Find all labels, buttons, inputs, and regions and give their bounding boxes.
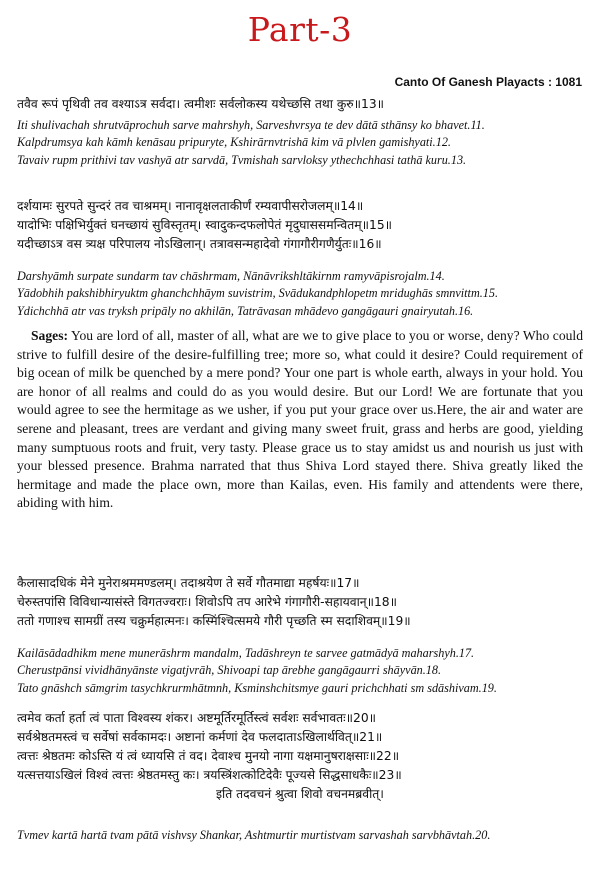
transliteration-line: Tvmev kartā hartā tvam pātā vishvsy Shankar, Ashtmurtir murtistvam sarvashah sarvbhāvtah.20. (17, 828, 491, 842)
translation-text: You are lord of all, master of all, what are we to give place to you or worse, deny? Who could strive to fulfill desire of the desire-fulfilling tree; more so, what could it desire? Could requirement of big ocean of milk be quenched by a mere pond? Your one part is whole earth, always in your hold. You are honor of all realms and could do as you would desire. But our Lord! We are fortunate that you would agree to see the hermitage as we usher, if you put your grace over us.Here, the air and water are serene and pleasant, trees are verdant and giving many sweet fruit, grass and herbs are good, yielding many sumptuous roots and fruit, very tasty. Please grace us to stay amidst us and nourish us just with your blessed presence. Brahma narrated that thus Shiva Lord stayed there. Shiva greatly liked the hermitage and made the place own, more than Kailas, even. His family and attendents were there, abiding with him. (17, 328, 583, 511)
sanskrit-verse-block (17, 709, 583, 804)
transliteration-block (17, 117, 583, 169)
sanskrit-verse-line-centered: इति तदवचनं श्रुत्वा शिवो वचनमब्रवीत्। (216, 787, 384, 801)
sanskrit-verse-block (17, 95, 583, 114)
speaker-label: Sages: (31, 328, 69, 343)
sanskrit-verse-line: कैलासादधिकं मेने मुनेराश्रममण्डलम्। तदाश्रयेण ते सर्वे गौतमाद्या महर्षयः॥17॥ (17, 576, 360, 590)
sanskrit-verse-line: त्वत्तः श्रेष्ठतमः कोऽस्ति यं त्वं ध्यायसि तं वद। देवाश्च मुनयो नागा यक्षमानुषराक्षसाः॥22॥ (17, 749, 400, 763)
sanskrit-verse-block (17, 574, 583, 631)
sanskrit-verse-line: ततो गणाश्च सामग्रीं तस्य चक्रुर्महात्मनः। कस्मिंश्चित्समये गौरी पृच्छति स्म सदाशिवम्॥19॥ (17, 614, 411, 628)
transliteration-line: Cherustpānsi vividhānyānste vigatjvrāh, Shivoapi tap ārebhe gangāgaurri shāyvān.18. (17, 663, 442, 678)
transliteration-line: Tato gnāshch sāmgrim tasychkrurmhātmnh, Ksminshchitsmye gauri prichchhati sm sdāshivam.19. (17, 680, 497, 695)
sanskrit-verse-line: तवैव रूपं पृथिवी तव वश्याऽत्र सर्वदा। त्वमीशः सर्वलोकस्य यथेच्छसि तथा कुरु॥13॥ (17, 97, 385, 111)
sanskrit-verse-line: यदीच्छाऽत्र वस त्र्यक्ष परिपालय नोऽखिलान्। तत्रावसन्महादेवो गंगागौरीगणैर्युतः॥16॥ (17, 237, 382, 251)
sanskrit-verse-block (17, 197, 583, 254)
transliteration-block (17, 645, 583, 697)
transliteration-block (17, 268, 583, 320)
sanskrit-verse-line: यत्सत्तयाऽखिलं विश्वं त्वत्तः श्रेष्ठतमस्तु कः। त्रयस्त्रिंशत्कोटिदेवैः पूज्यसे सिद्धसाधकैः॥23॥ (17, 768, 402, 782)
part-title: Part-3 (247, 10, 353, 49)
transliteration-line: Ydichchhā atr vas tryksh pripāly no akhilān, Tatrāvasan mhādevo gangāgauri gnairyutah.16. (17, 303, 474, 318)
transliteration-line: Kailāsādadhikm mene munerāshrm mandalm, Tadāshreyn te sarvee gatmādyā maharshyh.17. (17, 646, 475, 660)
english-translation (17, 327, 583, 513)
transliteration-line: Iti shulivachah shrutvāprochuh sarve mahrshyh, Sarveshvrsya te dev dātā sthānsy ko bhavet.11. (17, 118, 485, 132)
transliteration-line: Darshyāmh surpate sundarm tav chāshrmam, Nānāvrikshltākirnm ramyvāpisrojalm.14. (17, 269, 445, 283)
running-head: Canto Of Ganesh Playacts : 1081 (394, 75, 582, 89)
transliteration-block (17, 827, 583, 844)
transliteration-line: Yādobhih pakshibhiryuktm ghanchchhāym suvistrim, Svādukandphlopetm mridughās smnvittm.15. (17, 286, 499, 301)
sanskrit-verse-line: दर्शयामः सुरपते सुन्दरं तव चाश्रमम्। नानावृक्षलताकीर्णं रम्यवापीसरोजलम्॥14॥ (17, 199, 364, 213)
transliteration-line: Tavaiv rupm prithivi tav vashyā atr sarvdā, Tvmishah sarvloksy ythechchhasi tathā kuru.13. (17, 152, 467, 167)
sanskrit-verse-line: त्वमेव कर्ता हर्ता त्वं पाता विश्वस्य शंकर। अष्टमूर्तिरमूर्तिस्त्वं सर्वशः सर्वभावतः॥20॥ (17, 711, 377, 725)
sanskrit-verse-line: चेरुस्तपांसि विविधान्यासंस्ते विगतज्वराः। शिवोऽपि तप आरेभे गंगागौरी-सहायवान्॥18॥ (17, 595, 397, 609)
transliteration-line: Kalpdrumsya kah kāmh kenāsau pripuryte, Kshirārnvtrishā kim vā plvlen gamishyati.12. (17, 135, 451, 150)
sanskrit-verse-line: सर्वश्रेष्ठतमस्त्वं च सर्वेषां सर्वकामदः। अष्टानां कर्मणां देव फलदाताऽखिलार्थवित्॥21॥ (17, 730, 383, 744)
sanskrit-verse-line: यादोभिः पक्षिभिर्युक्तं घनच्छायं सुविस्तृतम्। स्वादुकन्दफलोपेतं मृदुघाससमन्वितम्॥15॥ (17, 218, 393, 232)
